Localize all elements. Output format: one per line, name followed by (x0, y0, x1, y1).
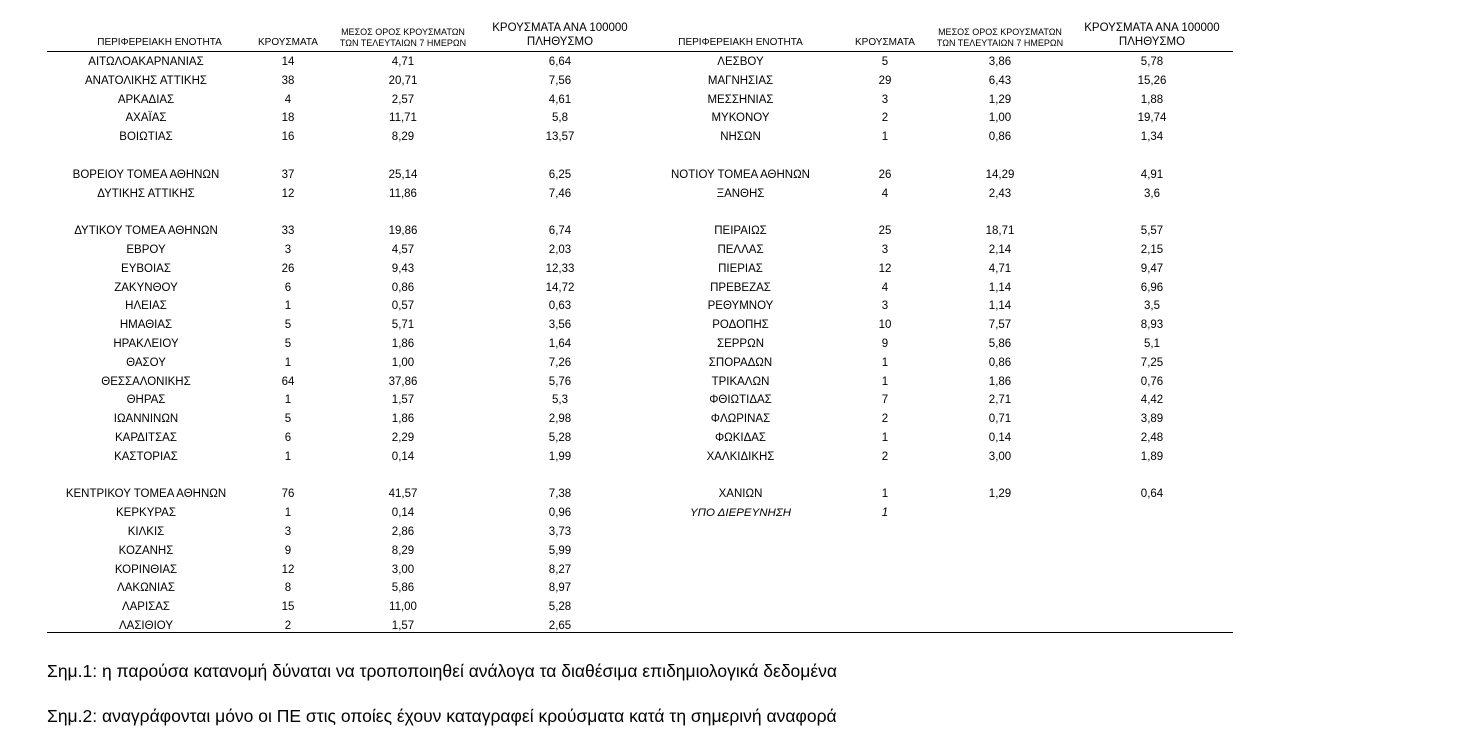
cell-per100k: 4,91 (1140, 168, 1164, 181)
cell-per100k: 5,78 (1140, 56, 1164, 68)
cell-per100k: 1,99 (548, 450, 572, 463)
cell-cases: 6 (284, 281, 292, 294)
table-row (47, 128, 1233, 147)
cell-cases: 3 (881, 300, 889, 313)
cell-region: ΜΥΚΟΝΟΥ (711, 112, 770, 125)
cell-per100k: 5,28 (548, 601, 572, 614)
cell-cases: 1 (284, 507, 292, 520)
cell-avg: 11,71 (389, 112, 417, 125)
cell-cases: 1 (284, 394, 292, 407)
cell-region: ΝΗΣΩΝ (720, 131, 761, 144)
cell-cases: 1 (881, 375, 889, 388)
cell-region: ΣΕΡΡΩΝ (716, 338, 765, 350)
table-row (47, 410, 1233, 429)
cell-avg: 0,86 (391, 281, 415, 294)
table-row (47, 617, 1233, 636)
cell-per100k: 0,96 (548, 507, 572, 520)
table-row (47, 373, 1233, 392)
table-row (47, 222, 1233, 241)
cases-table (47, 0, 1233, 633)
table-row (47, 279, 1233, 298)
cell-region: ΕΥΒΟΙΑΣ (121, 262, 171, 275)
cell-region: ΗΡΑΚΛΕΙΟΥ (113, 338, 179, 350)
cell-avg: 1,00 (988, 112, 1012, 125)
header-avg-left (325, 27, 481, 49)
note-1: Σημ.1: η παρούσα κατανομή δύναται να τροποποιηθεί ανάλογα τα διαθέσιμα επιδημιολογικά δεδομένα (47, 661, 838, 681)
cell-cases: 26 (281, 262, 295, 275)
table-row (47, 561, 1233, 580)
cell-region: ΗΜΑΘΙΑΣ (119, 319, 173, 332)
cell-per100k: 3,6 (1144, 187, 1160, 200)
cell-avg: 0,14 (988, 432, 1012, 444)
table-row (47, 316, 1233, 335)
cell-per100k: 8,93 (1140, 319, 1164, 332)
cell-region: ΠΕΛΛΑΣ (717, 244, 764, 256)
table-row (47, 109, 1233, 128)
cell-region: ΚΕΝΤΡΙΚΟΥ ΤΟΜΕΑ ΑΘΗΝΩΝ (65, 488, 227, 501)
cell-cases: 3 (881, 244, 889, 256)
cell-region: ΠΡΕΒΕΖΑΣ (710, 281, 771, 294)
cell-cases: 14 (281, 56, 295, 68)
cell-per100k: 8,27 (548, 563, 572, 576)
cell-cases: 38 (281, 74, 295, 87)
cell-per100k: 3,89 (1140, 413, 1164, 426)
table-row (47, 598, 1233, 617)
cell-avg: 0,71 (988, 413, 1012, 426)
cell-cases: 1 (881, 507, 889, 520)
cell-per100k: 0,63 (548, 300, 572, 313)
cell-avg: 1,14 (988, 281, 1012, 294)
cell-region: ΚΟΖΑΝΗΣ (118, 544, 174, 557)
cell-avg: 5,71 (391, 319, 415, 332)
cell-avg: 2,14 (988, 244, 1012, 256)
header-avg-line2: ΤΩΝ ΤΕΛΕΥΤΑΙΩΝ 7 ΗΜΕΡΩΝ (339, 38, 467, 48)
table-header (47, 0, 1233, 52)
cell-region: ΘΑΣΟΥ (126, 356, 166, 369)
table-row (47, 485, 1233, 504)
cell-cases: 37 (281, 168, 295, 181)
cell-per100k: 1,34 (1140, 131, 1164, 144)
cell-avg: 0,86 (988, 356, 1012, 369)
cell-per100k: 2,98 (548, 413, 572, 426)
cell-cases: 2 (284, 620, 292, 632)
cell-cases: 16 (281, 131, 295, 144)
header-avg-line2: ΤΩΝ ΤΕΛΕΥΤΑΙΩΝ 7 ΗΜΕΡΩΝ (936, 38, 1064, 48)
cell-per100k: 3,56 (548, 319, 572, 332)
cell-per100k: 1,89 (1140, 450, 1164, 463)
header-cases-right: ΚΡΟΥΣΜΑΤΑ (855, 37, 915, 48)
note-2: Σημ.2: αναγράφονται μόνο οι ΠΕ στις οποίες έχουν καταγραφεί κρούσματα κατά τη σημερινή αναφορά (47, 706, 837, 726)
cell-cases: 1 (881, 356, 889, 369)
cell-per100k: 19,74 (1137, 112, 1167, 125)
table-row (47, 335, 1233, 354)
cell-cases: 9 (881, 338, 889, 350)
cell-per100k: 4,42 (1140, 394, 1164, 407)
header-per100k-line2: ΠΛΗΘΥΣΜΟ (1118, 35, 1186, 48)
cell-cases: 3 (284, 244, 292, 256)
cell-avg: 2,71 (988, 394, 1012, 407)
cell-avg: 8,29 (391, 131, 415, 144)
cell-per100k: 13,57 (545, 131, 575, 144)
table-row (47, 354, 1233, 373)
cell-per100k: 9,47 (1140, 262, 1164, 275)
cell-per100k: 4,61 (548, 93, 572, 106)
cell-region: ΜΕΣΣΗΝΙΑΣ (707, 93, 774, 106)
cell-per100k: 7,38 (548, 488, 572, 501)
cell-per100k: 2,48 (1140, 432, 1164, 444)
cell-region: ΣΠΟΡΑΔΩΝ (708, 356, 773, 369)
cell-avg: 11,86 (389, 187, 417, 200)
cell-per100k: 5,1 (1144, 338, 1160, 350)
cell-cases: 5 (284, 319, 292, 332)
cell-per100k: 6,64 (548, 56, 572, 68)
cell-region: ΛΑΡΙΣΑΣ (121, 601, 171, 614)
table-row (47, 241, 1233, 260)
cell-avg: 5,86 (988, 338, 1012, 350)
cell-region: ΠΙΕΡΙΑΣ (718, 262, 763, 275)
cell-per100k: 6,25 (548, 168, 572, 181)
cell-per100k: 1,64 (548, 338, 572, 350)
cell-cases: 2 (881, 450, 889, 463)
cell-avg: 4,71 (988, 262, 1012, 275)
cell-region: ΑΙΤΩΛΟΑΚΑΡΝΑΝΙΑΣ (88, 56, 204, 68)
cell-cases: 4 (284, 93, 292, 106)
cell-avg: 19,86 (388, 225, 418, 238)
cell-avg: 1,29 (988, 488, 1012, 501)
cell-avg: 14,29 (985, 168, 1015, 181)
cell-cases: 5 (284, 338, 292, 350)
cell-region: ΖΑΚΥΝΘΟΥ (114, 281, 178, 294)
cell-per100k: 0,64 (1140, 488, 1164, 501)
cell-avg: 1,57 (391, 620, 415, 632)
cell-cases: 1 (284, 356, 292, 369)
cell-avg: 1,86 (391, 413, 415, 426)
cell-region: ΝΟΤΙΟΥ ΤΟΜΕΑ ΑΘΗΝΩΝ (671, 168, 810, 181)
cell-region: ΑΡΚΑΔΙΑΣ (117, 93, 175, 106)
table-row (47, 166, 1233, 185)
cell-per100k: 7,26 (548, 356, 572, 369)
header-per100k-line2: ΠΛΗΘΥΣΜΟ (526, 35, 594, 48)
header-region-left: ΠΕΡΙΦΕΡΕΙΑΚΗ ΕΝΟΤΗΤΑ (97, 37, 222, 48)
cell-avg: 2,86 (391, 526, 415, 538)
cell-avg: 7,57 (988, 319, 1012, 332)
cell-region: ΑΧΑΪΑΣ (125, 112, 167, 125)
cell-avg: 6,43 (988, 74, 1012, 87)
cell-region: ΧΑΝΙΩΝ (718, 488, 763, 501)
cell-region: ΠΕΙΡΑΙΩΣ (714, 225, 767, 238)
cell-cases: 5 (881, 56, 889, 68)
cell-cases: 2 (881, 112, 889, 125)
cell-avg: 11,00 (389, 601, 417, 614)
cell-per100k: 12,33 (545, 262, 575, 275)
cell-region: ΛΑΣΙΘΙΟΥ (118, 620, 174, 632)
header-cases-left: ΚΡΟΥΣΜΑΤΑ (258, 37, 318, 48)
cell-avg: 0,57 (391, 300, 415, 313)
table-row (47, 542, 1233, 561)
cell-region: ΚΑΣΤΟΡΙΑΣ (114, 450, 178, 463)
table-row (47, 72, 1233, 91)
cell-per100k: 5,57 (1140, 225, 1164, 238)
cell-region: ΔΥΤΙΚΗΣ ΑΤΤΙΚΗΣ (97, 187, 195, 200)
cell-avg: 41,57 (388, 488, 418, 501)
cell-per100k: 3,73 (548, 526, 572, 538)
cell-cases: 33 (281, 225, 295, 238)
header-per100k-right (1078, 22, 1226, 49)
table-row (47, 579, 1233, 598)
cell-per100k: 7,25 (1140, 356, 1164, 369)
cell-per100k: 6,96 (1140, 281, 1164, 294)
table-row (47, 203, 1233, 222)
cell-cases: 26 (878, 168, 892, 181)
cell-cases: 7 (881, 394, 889, 407)
cell-region: ΚΟΡΙΝΘΙΑΣ (114, 563, 178, 576)
cell-per100k: 15,26 (1137, 74, 1167, 87)
header-avg-line1: ΜΕΣΟΣ ΟΡΟΣ ΚΡΟΥΣΜΑΤΩΝ (341, 27, 465, 37)
cell-per100k: 5,99 (548, 544, 572, 557)
table-row (47, 147, 1233, 166)
table-row (47, 53, 1233, 72)
cell-cases: 2 (881, 413, 889, 426)
cell-region: ΛΑΚΩΝΙΑΣ (117, 582, 175, 595)
cell-region: ΧΑΛΚΙΔΙΚΗΣ (706, 450, 775, 463)
cell-region: ΡΟΔΟΠΗΣ (712, 319, 769, 332)
cell-cases: 1 (881, 432, 889, 444)
cell-per100k: 3,5 (1144, 300, 1160, 313)
cell-region: ΦΘΙΩΤΙΔΑΣ (709, 394, 772, 407)
table-row (47, 504, 1233, 523)
cell-region: ΦΩΚΙΔΑΣ (714, 432, 767, 444)
cell-region: ΒΟΙΩΤΙΑΣ (119, 131, 173, 144)
cell-per100k: 14,72 (545, 281, 575, 294)
cell-per100k: 7,46 (548, 187, 572, 200)
cell-region: ΙΩΑΝΝΙΝΩΝ (113, 413, 179, 426)
table-row (47, 448, 1233, 467)
table-row (47, 523, 1233, 542)
cell-cases: 1 (881, 488, 889, 501)
cell-avg: 2,43 (988, 187, 1012, 200)
header-per100k-line1: ΚΡΟΥΣΜΑΤΑ ΑΝΑ 100000 (492, 22, 628, 34)
cell-per100k: 2,15 (1140, 244, 1164, 256)
table-row (47, 260, 1233, 279)
table-row (47, 467, 1233, 486)
cell-cases: 4 (881, 281, 889, 294)
header-avg-right (922, 27, 1078, 49)
cell-avg: 0,14 (391, 450, 415, 463)
cell-cases: 9 (284, 544, 292, 557)
header-per100k-left (481, 22, 639, 49)
cell-region: ΤΡΙΚΑΛΩΝ (711, 375, 770, 388)
header-per100k-line1: ΚΡΟΥΣΜΑΤΑ ΑΝΑ 100000 (1084, 22, 1220, 34)
cell-cases: 3 (284, 526, 292, 538)
cell-region: ΘΕΣΣΑΛΟΝΙΚΗΣ (101, 375, 191, 388)
table-row (47, 185, 1233, 204)
table-row (47, 429, 1233, 448)
cell-region: ΘΗΡΑΣ (126, 394, 166, 407)
cell-cases: 12 (281, 187, 295, 200)
cell-cases: 12 (878, 262, 892, 275)
cell-avg: 25,14 (388, 168, 418, 181)
cell-cases: 1 (284, 450, 292, 463)
cell-avg: 1,86 (988, 375, 1012, 388)
cell-region: ΔΥΤΙΚΟΥ ΤΟΜΕΑ ΑΘΗΝΩΝ (74, 225, 218, 238)
cell-per100k: 6,74 (548, 225, 572, 238)
cell-per100k: 5,8 (552, 112, 568, 125)
cell-cases: 64 (281, 375, 295, 388)
cell-region: ΡΕΘΥΜΝΟΥ (707, 300, 774, 313)
cell-per100k: 5,76 (548, 375, 572, 388)
cell-per100k: 5,28 (548, 432, 572, 444)
table-row (47, 391, 1233, 410)
cell-avg: 0,14 (391, 507, 415, 520)
cell-avg: 1,14 (988, 300, 1012, 313)
cell-avg: 1,00 (391, 356, 415, 369)
cell-cases: 76 (281, 488, 295, 501)
cell-per100k: 8,97 (548, 582, 572, 595)
cell-cases: 8 (284, 582, 292, 595)
cell-per100k: 7,56 (548, 74, 572, 87)
header-region-right: ΠΕΡΙΦΕΡΕΙΑΚΗ ΕΝΟΤΗΤΑ (678, 37, 803, 48)
cell-per100k: 5,3 (552, 394, 568, 407)
cell-region: ΗΛΕΙΑΣ (125, 300, 167, 313)
cell-cases: 10 (878, 319, 892, 332)
cell-avg: 1,29 (988, 93, 1012, 106)
cell-cases: 3 (881, 93, 889, 106)
cell-avg: 3,00 (391, 563, 415, 576)
cell-cases: 15 (281, 601, 295, 614)
cell-region: ΚΕΡΚΥΡΑΣ (116, 507, 176, 520)
cell-cases: 29 (878, 74, 892, 87)
cell-per100k: 2,03 (548, 244, 572, 256)
cell-avg: 2,29 (391, 432, 415, 444)
cell-avg: 1,86 (391, 338, 415, 350)
cell-region: ΥΠΟ ΔΙΕΡΕΥΝΗΣΗ (689, 507, 792, 520)
cell-per100k: 2,65 (548, 620, 572, 632)
cell-region: ΑΝΑΤΟΛΙΚΗΣ ΑΤΤΙΚΗΣ (84, 74, 207, 87)
cell-region: ΚΙΛΚΙΣ (127, 526, 165, 538)
cell-avg: 9,43 (391, 262, 415, 275)
cell-cases: 5 (284, 413, 292, 426)
cell-region: ΞΑΝΘΗΣ (716, 187, 765, 200)
cell-per100k: 0,76 (1140, 375, 1164, 388)
cell-avg: 8,29 (391, 544, 415, 557)
cell-region: ΒΟΡΕΙΟΥ ΤΟΜΕΑ ΑΘΗΝΩΝ (72, 168, 220, 181)
cell-avg: 4,57 (391, 244, 415, 256)
cell-cases: 12 (281, 563, 295, 576)
cell-region: ΜΑΓΝΗΣΙΑΣ (707, 74, 774, 87)
cell-avg: 0,86 (988, 131, 1012, 144)
cell-avg: 18,71 (985, 225, 1015, 238)
cell-region: ΕΒΡΟΥ (126, 244, 166, 256)
cell-avg: 3,00 (988, 450, 1012, 463)
cell-avg: 2,57 (391, 93, 415, 106)
cell-cases: 6 (284, 432, 292, 444)
cell-avg: 5,86 (391, 582, 415, 595)
cell-cases: 18 (281, 112, 295, 125)
cell-region: ΛΕΣΒΟΥ (717, 56, 764, 68)
cell-avg: 37,86 (388, 375, 418, 388)
cell-avg: 20,71 (388, 74, 418, 87)
cell-avg: 3,86 (988, 56, 1012, 68)
header-avg-line1: ΜΕΣΟΣ ΟΡΟΣ ΚΡΟΥΣΜΑΤΩΝ (938, 27, 1062, 37)
cell-region: ΚΑΡΔΙΤΣΑΣ (115, 432, 177, 444)
cell-cases: 25 (878, 225, 892, 238)
cell-region: ΦΛΩΡΙΝΑΣ (710, 413, 771, 426)
cell-cases: 4 (881, 187, 889, 200)
table-row (47, 91, 1233, 110)
cell-per100k: 1,88 (1140, 93, 1164, 106)
cell-avg: 1,57 (391, 394, 415, 407)
cell-avg: 4,71 (391, 56, 415, 68)
cell-cases: 1 (284, 300, 292, 313)
table-row (47, 297, 1233, 316)
cell-cases: 1 (881, 131, 889, 144)
